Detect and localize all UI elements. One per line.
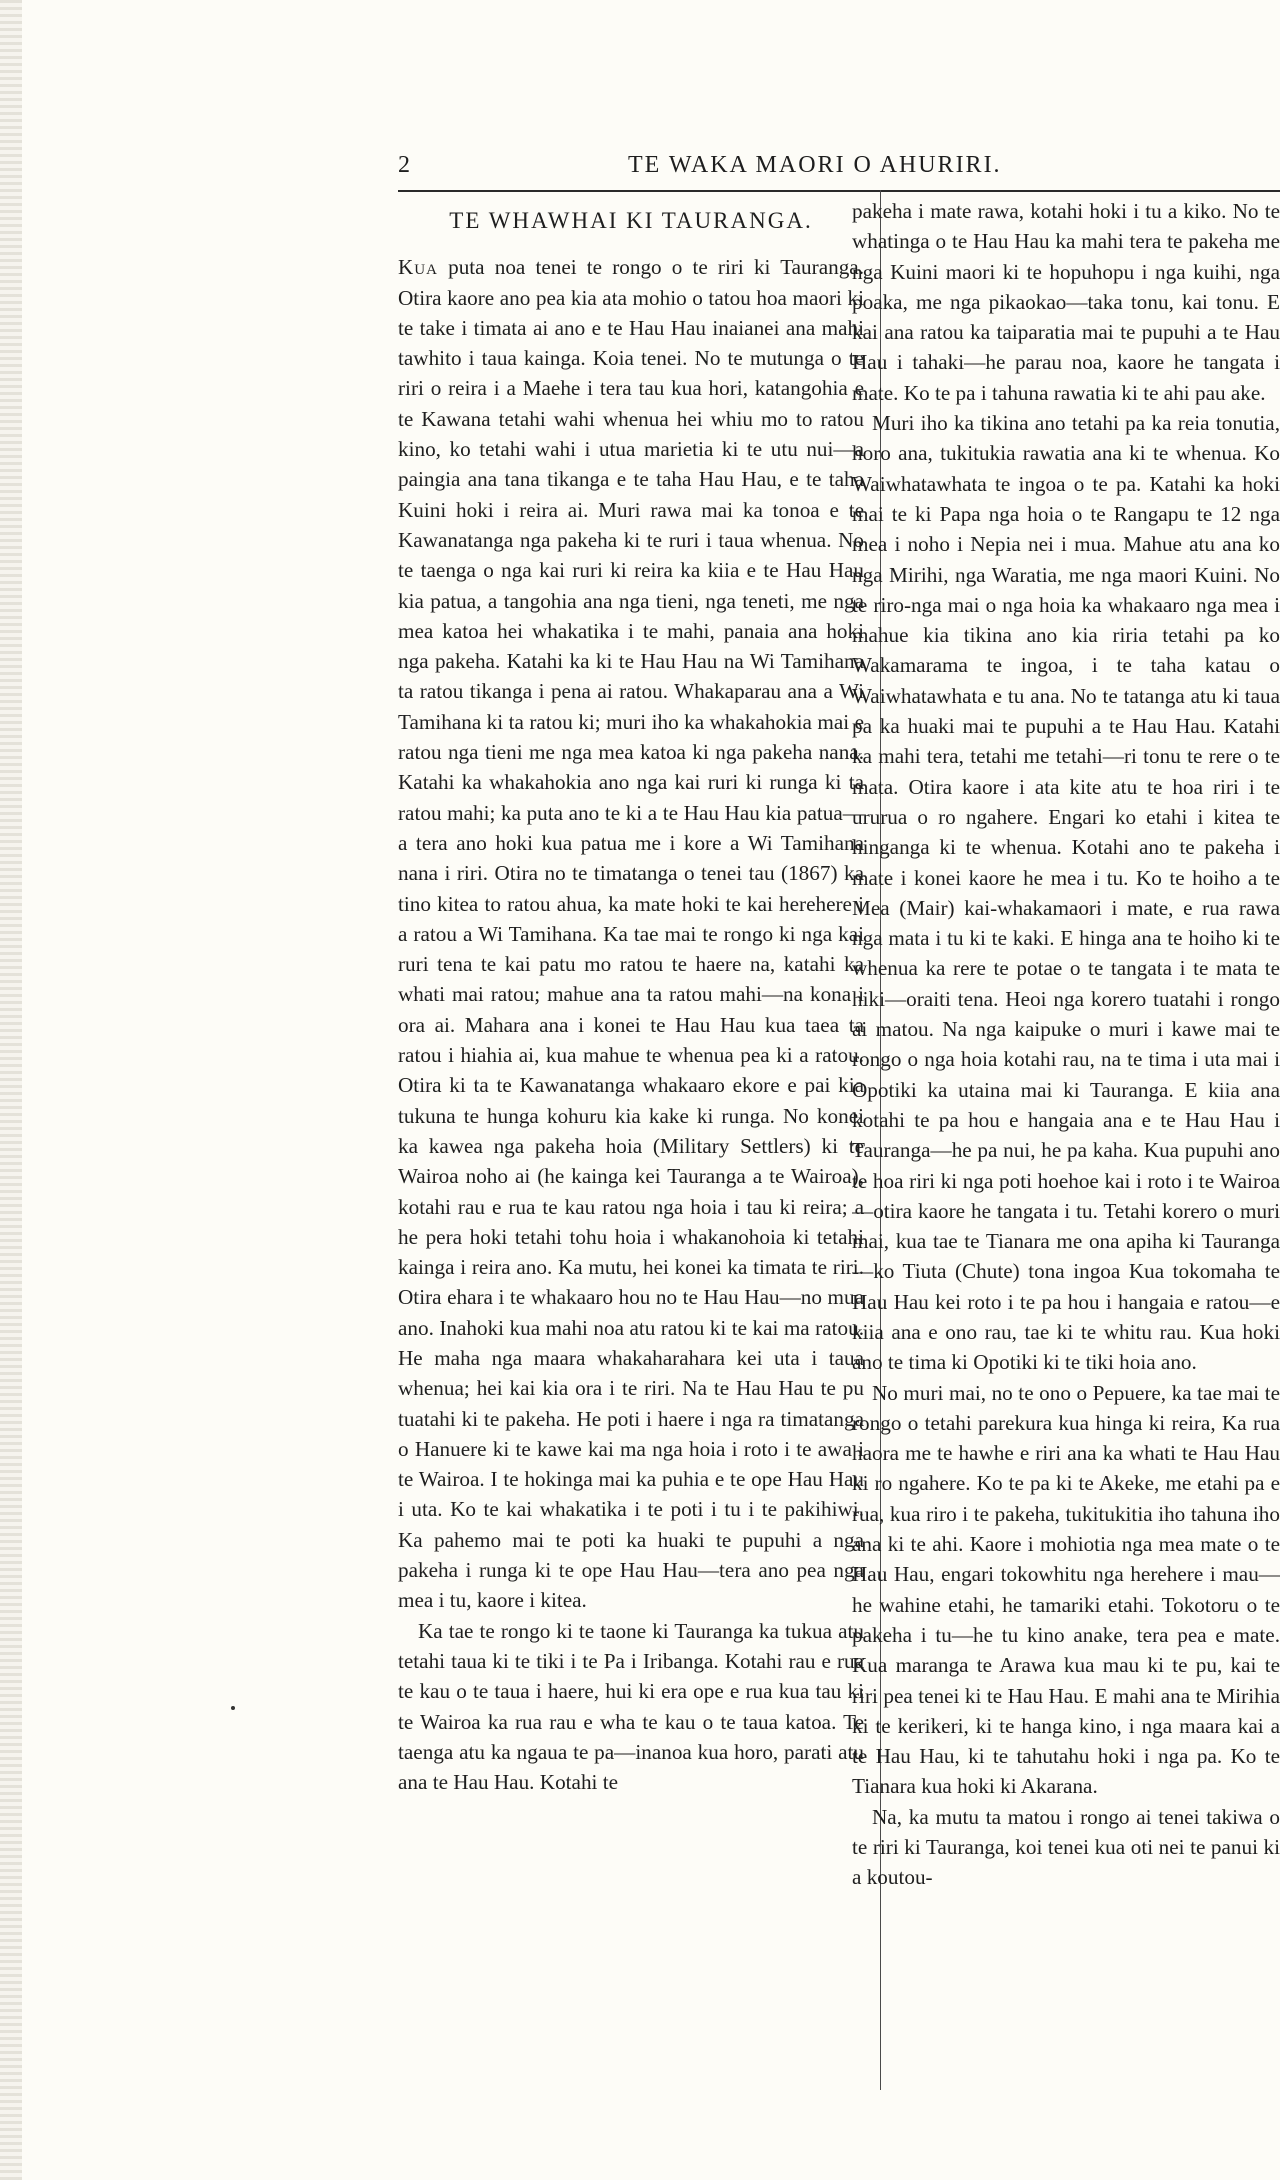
paragraph-text: puta noa tenei te rongo o te riri ki Tauranga. Otira kaore ano pea kia ata mohio o tatou hoa maori ki te take i timata ai ano e te Hau Hau inaianei ana mahi tawhito i taua kainga. Koia tenei. No te mutunga o te riri o reira i a Maehe i tera tau kua hori, katangohia e te Kawana tetahi wahi whenua hei whiu mo to ratou kino, ko tetahi wahi i utua marietia ki te utu nui—a paingia ana tana tikanga e te taha Hau Hau, e te taha Kuini hoki i reira ai. Muri rawa mai ka tonoa e te Kawanatanga nga pakeha ki te ruri i taua whenua. No te taenga o nga kai ruri ki reira ka kiia e te Hau Hau kia patua, a tangohia ana nga tieni, nga teneti, me nga mea katoa hei whakatika i te mahi, panaia ana hoki nga pakeha. Katahi ka ki te Hau Hau na Wi Tamihana ta ratou tikanga i pena ai ratou. Whakaparau ana a Wi Tamihana ki ta ratou ki; muri iho ka whakahokia mai e ratou nga tieni me nga mea katoa ki nga pakeha nana. Katahi ka whakahokia ano nga kai ruri ki runga ki ta ratou mahi; ka puta ano te ki a te Hau Hau kia patua—a tera ano hoki kua patua me i kore a Wi Tamihana nana i riri. Otira no te timatanga o tenei tau (1867) ka tino kitea to ratou ahua, ka mate hoki te kai herehere i a ratou a Wi Tamihana. Ka tae mai te rongo ki nga kai ruri tena te kai patu mo ratou te haere na, katahi ka whati mai ratou; mahue ana ta ratou mahi—na kona i ora ai. Mahara ana i konei te Hau Hau kua taea ta ratou i hiahia ai, kua mahue te whenua pea ki a ratou. Otira ki ta te Kawanatanga whakaaro ekore e pai kia tukuna te hunga kohuru kia kake ki runga. No konei ka kawea nga pakeha hoia (Military Settlers) ki te Wairoa noho ai (he kainga kei Tauranga a te Wairoa), kotahi rau e rua te kau ratou nga hoia i tau ki reira; a he pera hoki tetahi tohu hoia i whakanohoia ki tetahi kainga i reira ano. Ka mutu, hei konei ka timata te riri. Otira ehara i te whakaaro hou no te Hau Hau—no mua ano. Inahoki kua mahi noa atu ratou ki te kai ma ratou. He maha nga maara whakaharahara kei uta i taua whenua; hei kai kia ora i te riri. Na te Hau Hau te pu tuatahi ki te pakeha. He poti i haere i nga ra timatanga o Hanuere ki te kawe kai ma nga hoia i roto i te awa i te Wairoa. I te hokinga mai ka puhia e te ope Hau Hau i uta. Ko te kai whakatika i te poti i tu i te pakihiwi. Ka pahemo mai te poti ka huaki te pupuhi a nga pakeha i runga ki te ope Hau Hau—tera ano pea nga mea i tu, kaore i kitea.: [398, 255, 864, 1613]
binding-edge: [0, 0, 22, 2180]
paragraph: No muri mai, no te ono o Pepuere, ka tae mai te rongo o tetahi parekura kua hinga ki reira, Ka rua haora me te hawhe e riri ana ka whati te Hau Hau ki ro ngahere. Ko te pa ki te Akeke, me etahi pa e rua, kua riro i te pakeha, tukitukitia iho tahuna iho ana ki te ahi. Kaore i mohiotia nga mea mate o te Hau Hau, engari tokowhitu nga herehere i mau—he wahine etahi, he tamariki etahi. Tokotoru o te pakeha i tu—he tu kino anake, tera pea e mate. Kua maranga te Arawa kua mau ki te pu, kai te riri pea tenei ki te Hau Hau. E mahi ana te Mirihia ki te kerikeri, ki te hanga kino, i nga maara kai a te Hau Hau, ki te tahutahu hoki i nga pa. Ko te Tianara kua hoki ki Akarana.: [852, 1380, 1280, 1799]
header-rule: [398, 190, 1280, 192]
right-column: [852, 196, 1280, 1893]
paragraph: Ka tae te rongo ki te taone ki Tauranga ka tukua atu tetahi taua ki te tiki i te Pa i Iribanga. Kotahi rau e rua te kau o te taua i haere, hui ki era ope e rua kua tau ki te Wairoa ka rua rau e wha te kau o te taua katoa. Te taenga atu ka ngaua te pa—inanoa kua horo, parati atu ana te Hau Hau. Kotahi te: [398, 1618, 864, 1795]
running-head: TE WAKA MAORI O AHURIRI.: [628, 152, 1002, 178]
first-word: Kua: [398, 255, 438, 280]
ink-speck: [231, 1706, 235, 1710]
paragraph: pakeha i mate rawa, kotahi hoki i tu a kiko. No te whatinga o te Hau Hau ka mahi tera te pakeha me nga Kuini maori ki te hopuhopu i nga kuihi, nga poaka, me nga pikaokao—taka tonu, kai tonu. E kai ana ratou ka taiparatia mai te pupuhi a te Hau Hau i tahaki—he parau noa, kaore he tangata i mate. Ko te pa i tahuna rawatia ki te ahi pau ake.: [852, 199, 1280, 405]
left-column: [398, 206, 864, 1797]
paragraph: Muri iho ka tikina ano tetahi pa ka reia tonutia, horo ana, tukitukia rawatia ana ki te whenua. Ko Waiwhatawhata te ingoa o te pa. Katahi ka hoki mai te ki Papa nga hoia o te Rangapu te 12 nga mea i noho i Nepia nei i mua. Mahue atu ana ko nga Mirihi, nga Waratia, me nga maori Kuini. No te riro-nga mai o nga hoia ka whakaaro nga mea i mahue kia tikina ano kia riria tetahi pa ko Wakamarama te ingoa, i te taha katau o Waiwhatawhata e tu ana. No te tatanga atu ki taua pa ka huaki mai te pupuhi a te Hau Hau. Katahi ka mahi tera, tetahi me tetahi—ri tonu te rere o te mata. Otira kaore i ata kite atu te hoa riri i te ururua o ro ngahere. Engari ko etahi i kitea te hinganga ki te whenua. Kotahi ano te pakeha i mate i konei kaore he mea i tu. Ko te hoiho a te Mea (Mair) kai-whakamaori i mate, e rua rawa nga mata i tu ki te kaki. E hinga ana te hoiho ki te whenua ka rere te potae o te tangata i te mata te hiki—oraiti tena. Heoi nga korero tuatahi i rongo ai matou. Na nga kaipuke o muri i kawe mai te rongo o nga hoia kotahi rau, na te tima i uta mai i Opotiki ka utaina mai ki Tauranga. E kiia ana kotahi te pa hou e hangaia ana e te Hau Hau i Tauranga—he pa nui, he pa kaha. Kua pupuhi ano te hoa riri ki nga poti hoehoe kai i roto i te Wairoa—otira kaore he tangata i tu. Tetahi korero o muri mai, kua tae te Tianara me ona apiha ki Tauranga—ko Tiuta (Chute) tona ingoa Kua tokomaha te Hau Hau kei roto i te pa hou i hangaia e ratou—e kiia ana e ono rau, tae ki te whitu rau. Kua hoki ano te tima ki Opotiki ki te tiki hoia ano.: [852, 411, 1280, 1375]
page-number: 2: [398, 152, 410, 178]
paragraph: [398, 252, 864, 1615]
article-title: TE WHAWHAI KI TAURANGA.: [449, 208, 813, 233]
page-header: [398, 152, 1280, 186]
paragraph: Na, ka mutu ta matou i rongo ai tenei takiwa o te riri ki Tauranga, koi tenei kua oti nei te panui ki a koutou-: [852, 1804, 1280, 1890]
